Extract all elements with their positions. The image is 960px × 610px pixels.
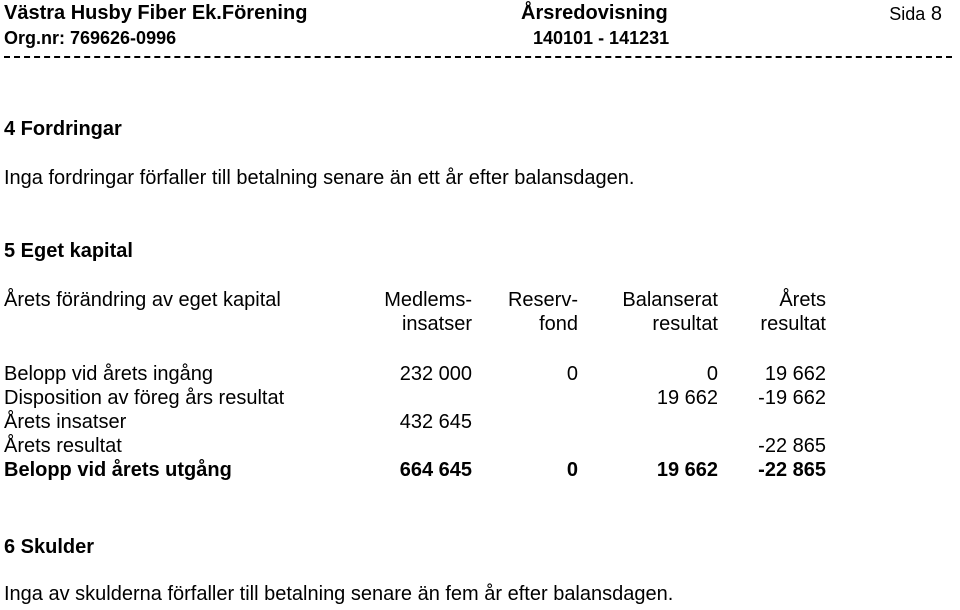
equity-table-header-row	[4, 312, 834, 336]
col-header-medlemsinsatser: Medlems-	[384, 289, 472, 311]
row-label: Disposition av föreg års resultat	[4, 387, 285, 409]
cell-resultat: 19 662	[764, 363, 826, 385]
table-row	[4, 362, 834, 386]
section-heading-skulder: 6 Skulder	[4, 536, 95, 558]
cell-balanserat: 19 662	[656, 459, 718, 481]
section-text-skulder: Inga av skulderna förfaller till betalning senare än fem år efter balansdagen.	[4, 583, 674, 605]
cell-fond: 0	[566, 459, 578, 481]
row-label: Belopp vid årets utgång	[4, 459, 232, 481]
page-label: Sida	[889, 4, 926, 24]
org-number: Org.nr: 769626-0996	[4, 28, 177, 48]
row-label: Belopp vid årets ingång	[4, 363, 214, 385]
equity-table-spacer	[4, 336, 834, 362]
cell-insatser: 232 000	[399, 363, 472, 385]
table-row	[4, 386, 834, 410]
document-title: Årsredovisning	[521, 2, 668, 24]
section-heading-fordringar: 4 Fordringar	[4, 118, 122, 140]
cell-resultat: -22 865	[758, 435, 826, 457]
col-header-balanserat-line2: resultat	[652, 313, 718, 335]
col-header-balanserat: Balanserat	[622, 289, 718, 311]
table-row-total	[4, 458, 834, 482]
cell-resultat: -22 865	[758, 459, 826, 481]
cell-balanserat: 19 662	[656, 387, 718, 409]
fiscal-period: 140101 - 141231	[533, 28, 670, 48]
col-header-reservfond-line2: fond	[539, 313, 578, 335]
col-header-arets-resultat-line2: resultat	[760, 313, 826, 335]
page-number: 8	[930, 3, 942, 25]
table-row	[4, 434, 834, 458]
org-name: Västra Husby Fiber Ek.Förening	[4, 2, 308, 24]
row-label: Årets insatser	[4, 411, 127, 433]
cell-balanserat: 0	[706, 363, 718, 385]
col-header-reservfond: Reserv-	[507, 289, 578, 311]
table-row	[4, 410, 834, 434]
header-divider	[4, 56, 952, 58]
equity-table	[4, 288, 834, 482]
col-header-arets-resultat: Årets	[779, 289, 826, 311]
page-indicator	[889, 3, 942, 26]
cell-fond: 0	[566, 363, 578, 385]
section-text-fordringar: Inga fordringar förfaller till betalning senare än ett år efter balansdagen.	[4, 167, 635, 189]
equity-table-header-row	[4, 288, 834, 312]
row-label: Årets resultat	[4, 435, 122, 457]
cell-insatser: 432 645	[399, 411, 472, 433]
cell-resultat: -19 662	[758, 387, 826, 409]
cell-insatser: 664 645	[399, 459, 472, 481]
section-heading-eget-kapital: 5 Eget kapital	[4, 240, 133, 262]
col-header-medlemsinsatser-line2: insatser	[401, 313, 472, 335]
equity-table-caption: Årets förändring av eget kapital	[4, 289, 281, 311]
